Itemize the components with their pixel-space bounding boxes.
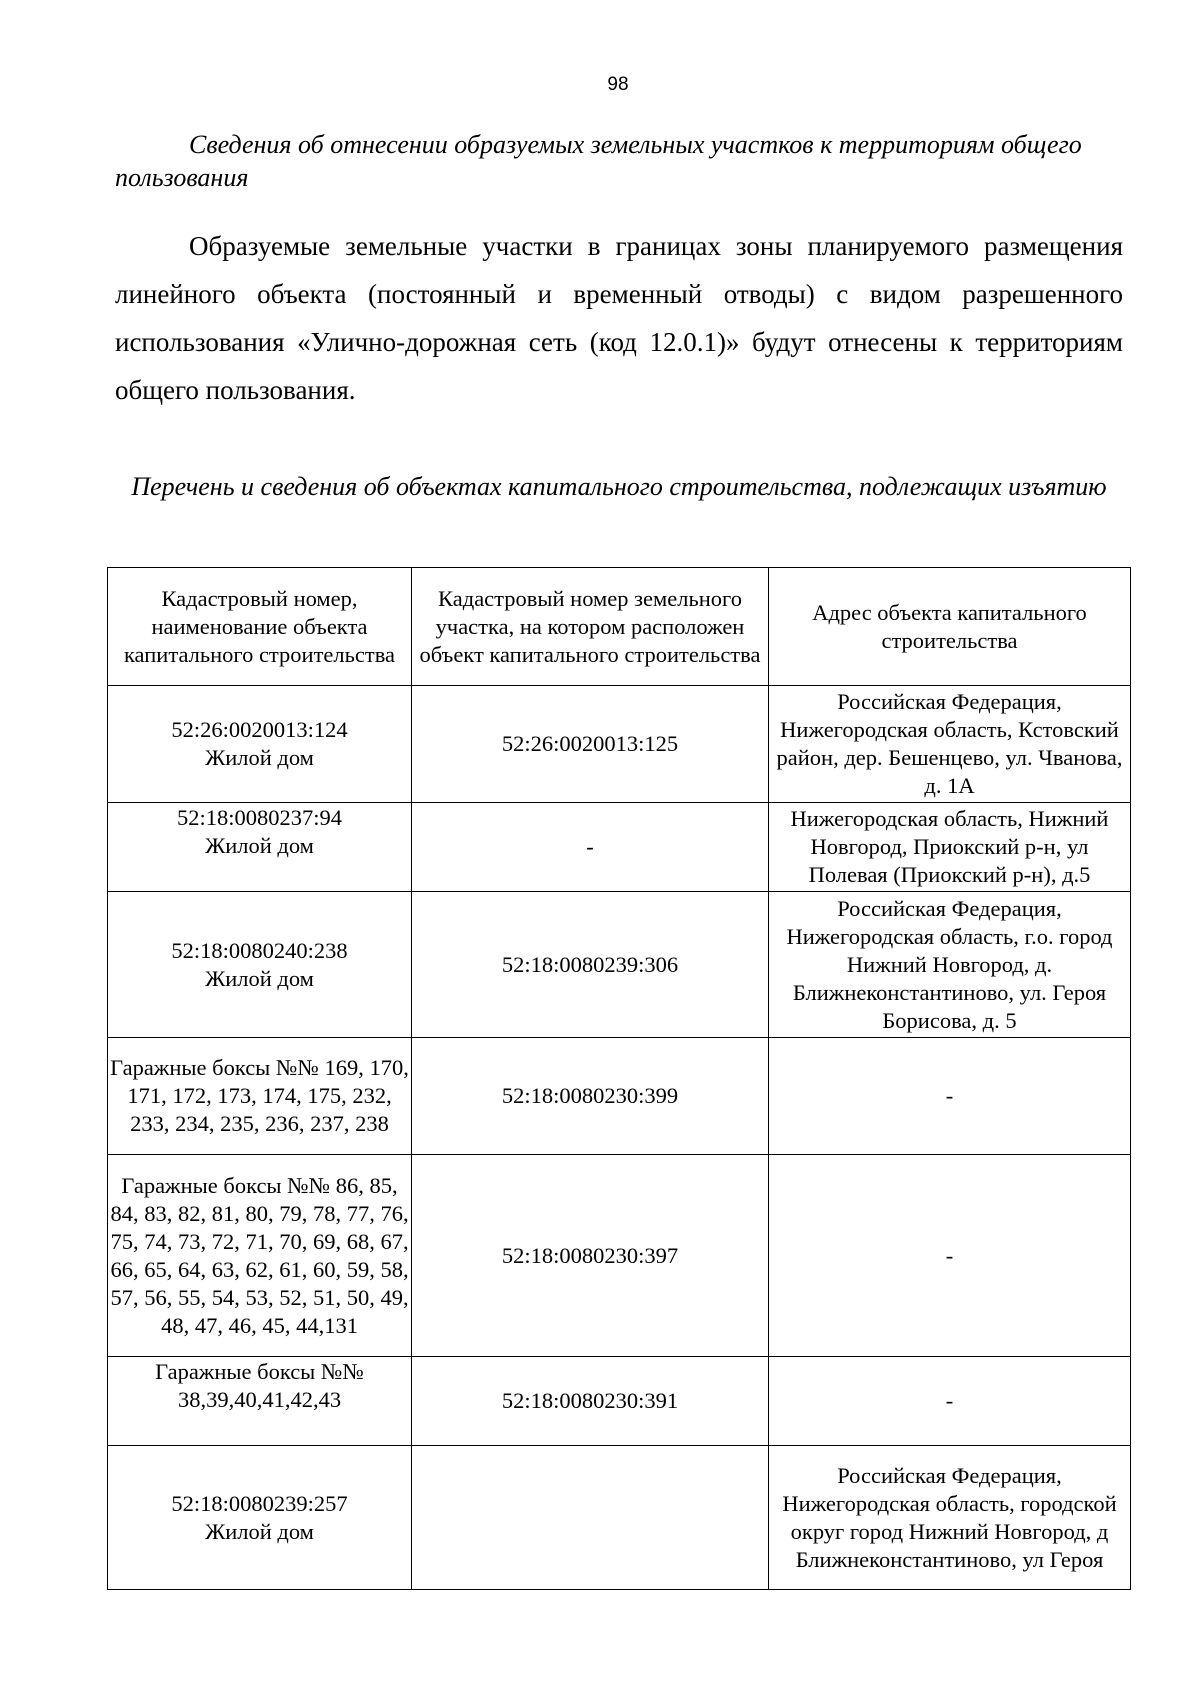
object-cadastral-number: 52:26:0020013:124 xyxy=(171,717,348,742)
object-type: Жилой дом xyxy=(205,833,314,858)
object-cadastral-number: 52:18:0080237:94 xyxy=(176,805,342,830)
parcel-cell: 52:26:0020013:125 xyxy=(412,686,769,803)
address-cell: Российская Федерация, Нижегородская область, Кстовский район, дер. Бешенцево, ул. Чванова, д. 1А xyxy=(769,686,1131,803)
object-cell xyxy=(108,1357,412,1446)
address-cell: Нижегородская область, Нижний Новгород, Приокский р-н, ул Полевая (Приокский р-н), д.5 xyxy=(769,803,1131,892)
table-row xyxy=(108,803,1131,892)
table-header-row xyxy=(108,568,1131,686)
header-cell-object: Кадастровый номер, наименование объекта капитального строительства xyxy=(108,568,412,686)
table-row xyxy=(108,892,1131,1038)
object-cell xyxy=(108,1155,412,1357)
parcel-cell: 52:18:0080239:306 xyxy=(412,892,769,1038)
garage-boxes-list: Гаражные боксы №№ 86, 85, 84, 83, 82, 81, 80, 79, 78, 77, 76, 75, 74, 73, 72, 71, 70, 69, 68, 67, 66, 65, 64, 63, 62, 61, 60, 59, 58, 57, 56, 55, 54, 53, 52, 51, 50, 49, 48, 47, 46, 45, 44,131 xyxy=(110,1172,409,1338)
table-row xyxy=(108,1357,1131,1446)
section-heading-public-use: Сведения об отнесении образуемых земельных участков к территориям общего пользования xyxy=(115,130,1082,192)
address-cell: - xyxy=(769,1038,1131,1155)
table-row xyxy=(108,1155,1131,1357)
parcel-cell: - xyxy=(412,803,769,892)
parcel-cell xyxy=(412,1446,769,1590)
address-cell: Российская Федерация, Нижегородская область, г.о. город Нижний Новгород, д. Ближнеконстантиново, ул. Героя Борисова, д. 5 xyxy=(769,892,1131,1038)
object-cell xyxy=(108,686,412,803)
address-cell: Российская Федерация, Нижегородская область, городской округ город Нижний Новгород, д Ближнеконстантиново, ул Героя xyxy=(769,1446,1131,1590)
object-cadastral-number: 52:18:0080239:257 xyxy=(171,1490,348,1516)
garage-boxes-list: Гаражные боксы №№ 169, 170, 171, 172, 173, 174, 175, 232, 233, 234, 235, 236, 237, 238 xyxy=(110,1055,409,1136)
parcel-cell: 52:18:0080230:391 xyxy=(412,1357,769,1446)
parcel-cell: 52:18:0080230:397 xyxy=(412,1155,769,1357)
object-cell xyxy=(108,1446,412,1590)
header-cell-parcel: Кадастровый номер земельного участка, на котором расположен объект капитального строительства xyxy=(412,568,769,686)
capital-objects-table xyxy=(107,567,1131,1590)
table-row xyxy=(108,1446,1131,1590)
address-cell: - xyxy=(769,1155,1131,1357)
object-cell xyxy=(108,803,412,892)
object-cell xyxy=(108,1038,412,1155)
body-paragraph: Образуемые земельные участки в границах зоны планируемого размещения линейного объекта (постоянный и временный отводы) с видом разрешенного использования «Улично-дорожная сеть (код 12.0.1)» будут отнесены к территориям общего пользования. xyxy=(115,231,1123,405)
garage-boxes-list: Гаражные боксы №№ 38,39,40,41,42,43 xyxy=(155,1359,364,1412)
object-type: Жилой дом xyxy=(205,745,314,770)
object-cadastral-number: 52:18:0080240:238 xyxy=(171,937,348,963)
page-number: 98 xyxy=(607,74,629,95)
section-heading-seizure-list: Перечень и сведения об объектах капитального строительства, подлежащих изъятию xyxy=(131,472,1107,501)
header-cell-address: Адрес объекта капитального строительства xyxy=(769,568,1131,686)
table-row xyxy=(108,1038,1131,1155)
object-cell xyxy=(108,892,412,1038)
address-cell: - xyxy=(769,1357,1131,1446)
object-type: Жилой дом xyxy=(205,1518,314,1544)
object-type: Жилой дом xyxy=(205,965,314,991)
parcel-cell: 52:18:0080230:399 xyxy=(412,1038,769,1155)
table-row xyxy=(108,686,1131,803)
